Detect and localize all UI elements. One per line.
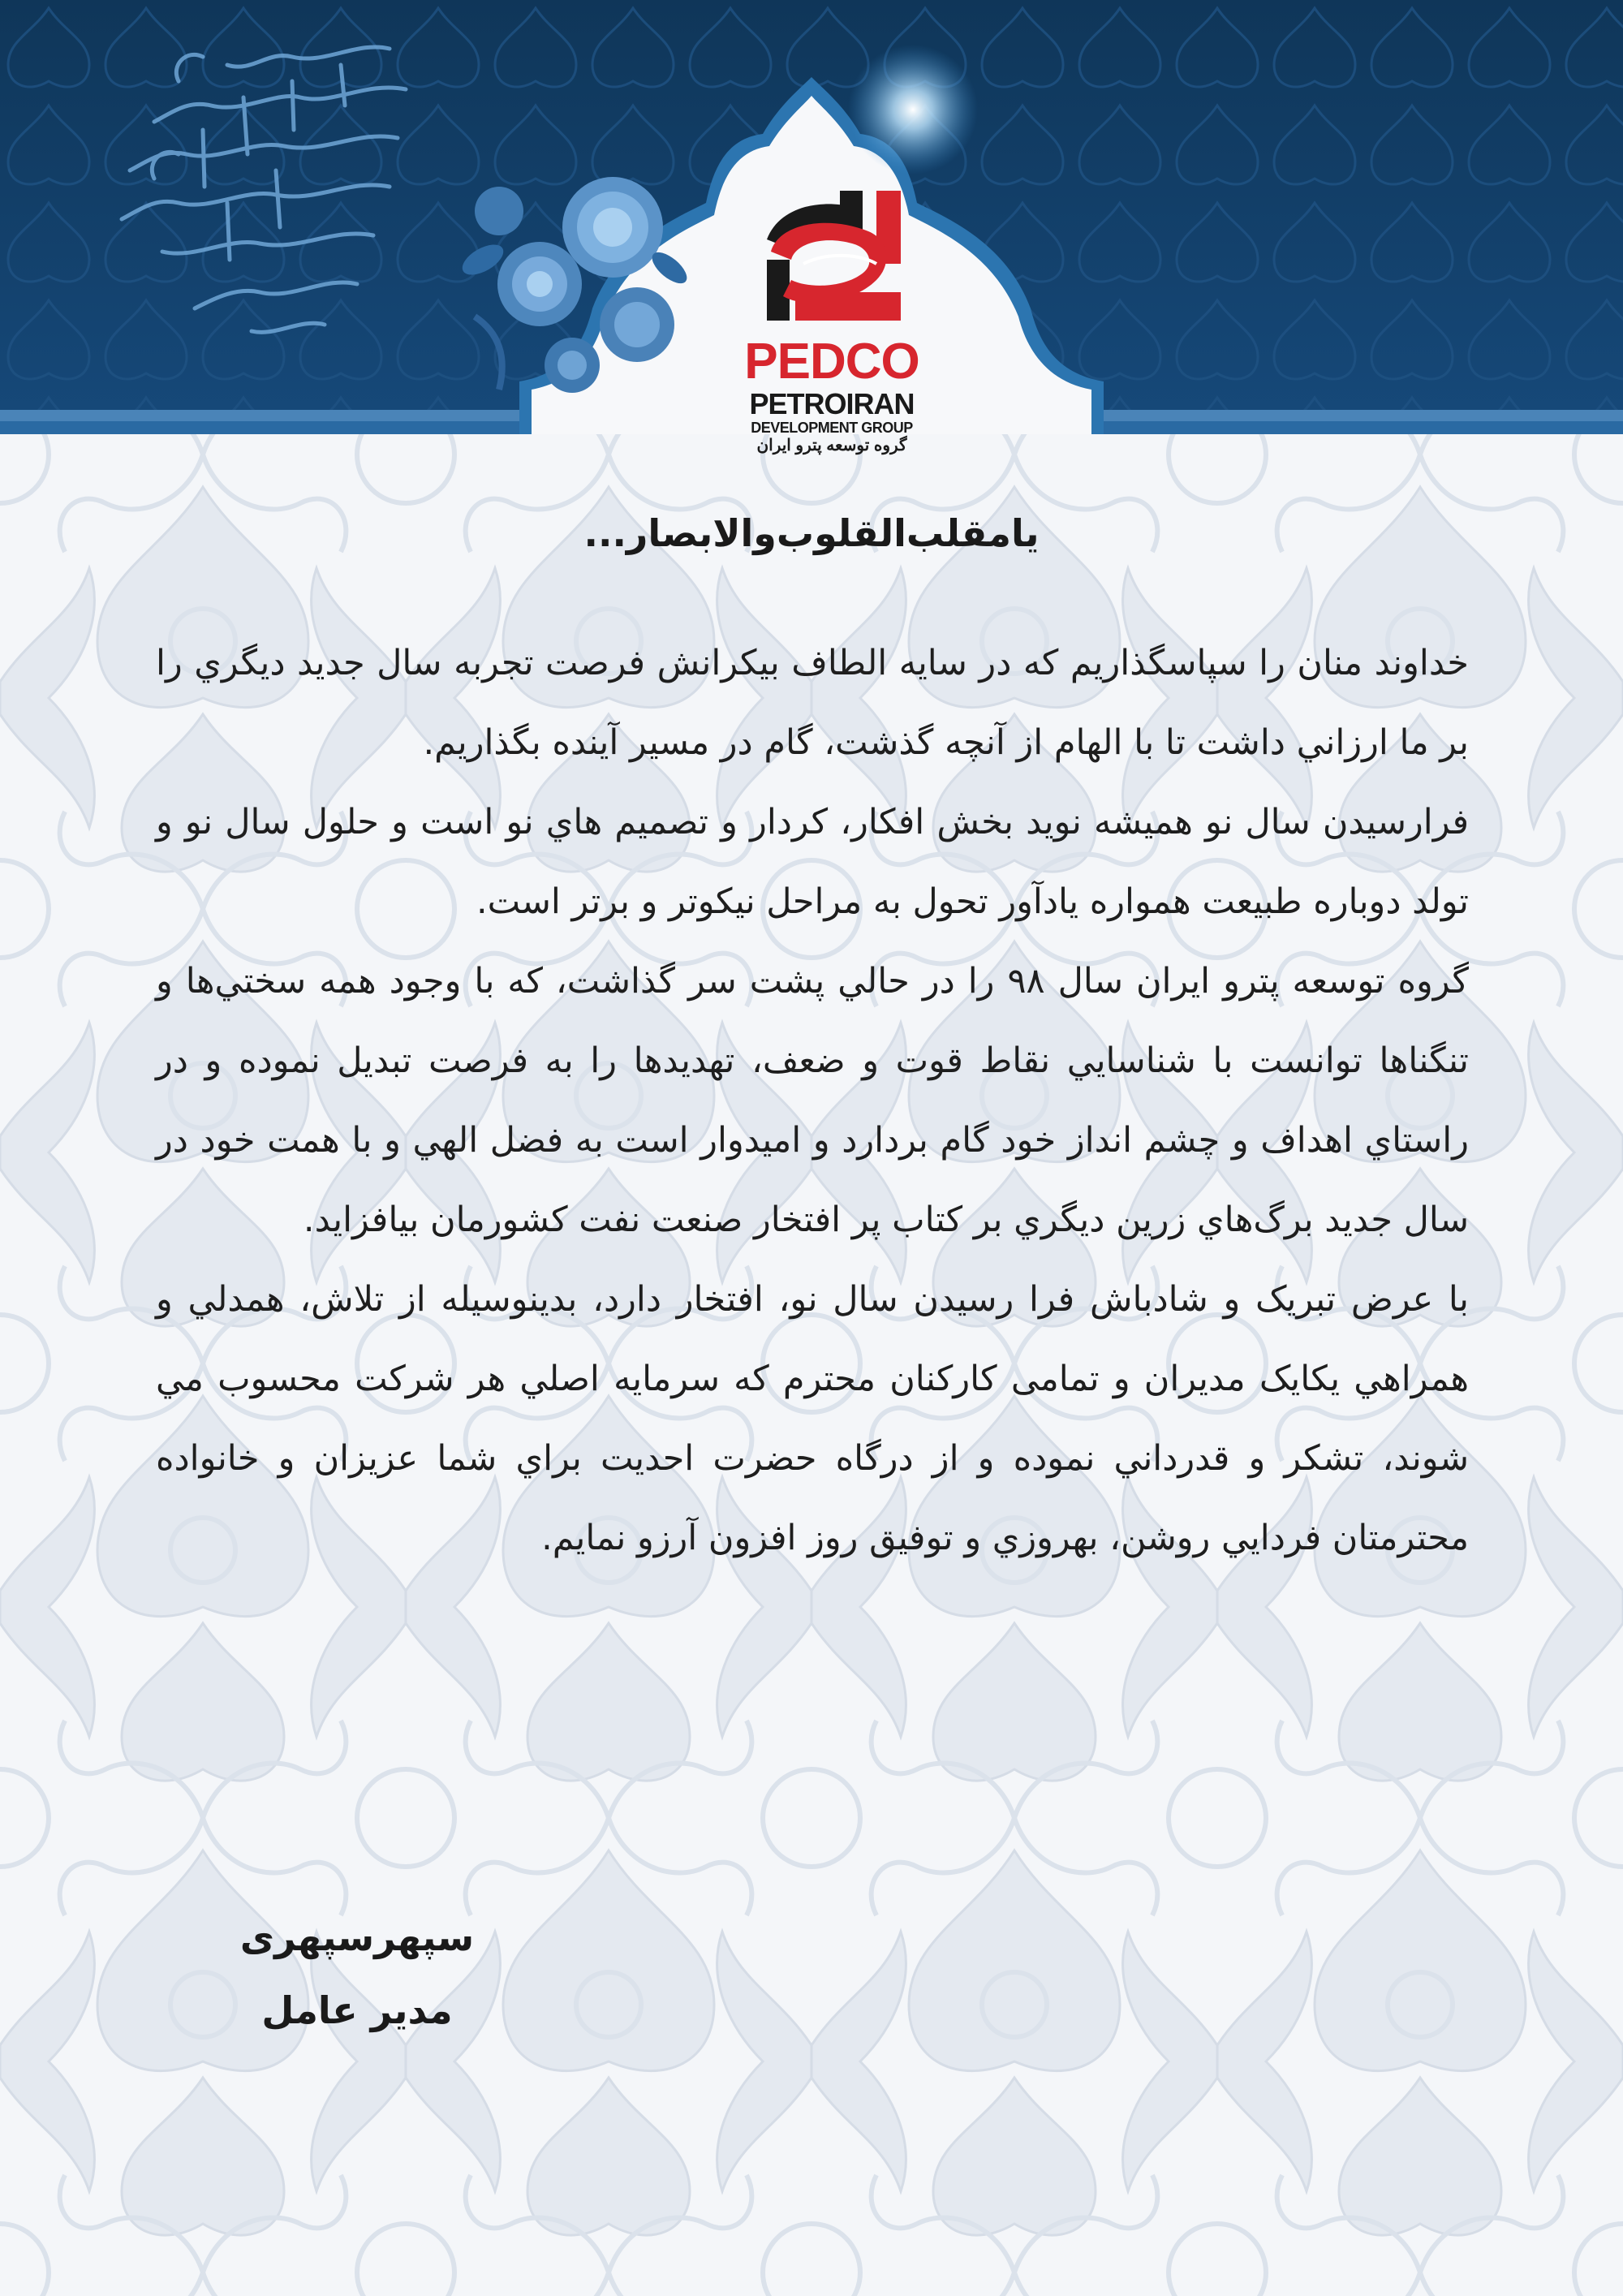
letter-body xyxy=(156,623,1469,1578)
logo-line-development-group: DEVELOPMENT GROUP xyxy=(751,420,913,436)
decorative-calligraphy-icon xyxy=(81,16,422,365)
letter-paragraph: خداوند منان را سپاسگذاریم که در سایه الطاف بیکرانش فرصت تجربه سال جدید دیگري را بر ما ارزاني داشت تا با الهام از آنچه گذشت، گام در مسیر آینده بگذاریم. xyxy=(156,643,1469,763)
logo-wordmark-text: PEDCO xyxy=(744,334,919,390)
logo-line-persian: گروه توسعه پترو ایران xyxy=(756,437,907,454)
company-logo xyxy=(726,183,937,454)
decorative-flower-icon xyxy=(450,154,694,414)
logo-wordmark xyxy=(726,334,937,390)
letter-paragraph: گروه توسعه پترو ایران سال ۹۸ را در حالي پشت سر گذاشت، که با وجود همه سختي‌ها و تنگناها توانست با شناسایي نقاط قوت و ضعف، تهدیدها را به فرصت تبدیل نموده و در راستاي اهداف و چشم انداز خود گام بردارد و امیدوار است به فضل الهي و با همت خود در سال جدید برگ‌هاي زرین دیگري بر کتاب پر افتخار صنعت نفت کشورمان بیافزاید. xyxy=(156,961,1469,1240)
signer-name: سپهرسپهری xyxy=(239,1915,475,1959)
letter-paragraph: فرارسیدن سال نو همیشه نوید بخش افکار، کردار و تصمیم هاي نو است و حلول سال نو و تولد دوباره طبیعت همواره یادآور تحول به مراحل نیکوتر و برتر است. xyxy=(156,802,1469,922)
signer-title: مدیر عامل xyxy=(261,1988,453,2032)
letter-paragraph: با عرض تبریک و شادباش فرا رسیدن سال نو، افتخار دارد، بدینوسیله از تلاش، همدلي و همراهي یکایک مدیران و تمامی کارکنان محترم که سرمایه اصلي هر شرکت محسوب مي شوند، تشکر و قدرداني نموده و از درگاه حضرت احدیت براي شما عزیزان و خانواده محترمتان فردایي روشن، بهروزي و توفیق روز افزون آرزو نمایم. xyxy=(156,1279,1469,1558)
pedco-logo-mark-icon xyxy=(747,183,917,333)
letter-greeting-title: یامقلب‌القلوب‌والابصار... xyxy=(583,511,1040,555)
logo-line-petroiran: PETROIRAN xyxy=(749,387,915,420)
